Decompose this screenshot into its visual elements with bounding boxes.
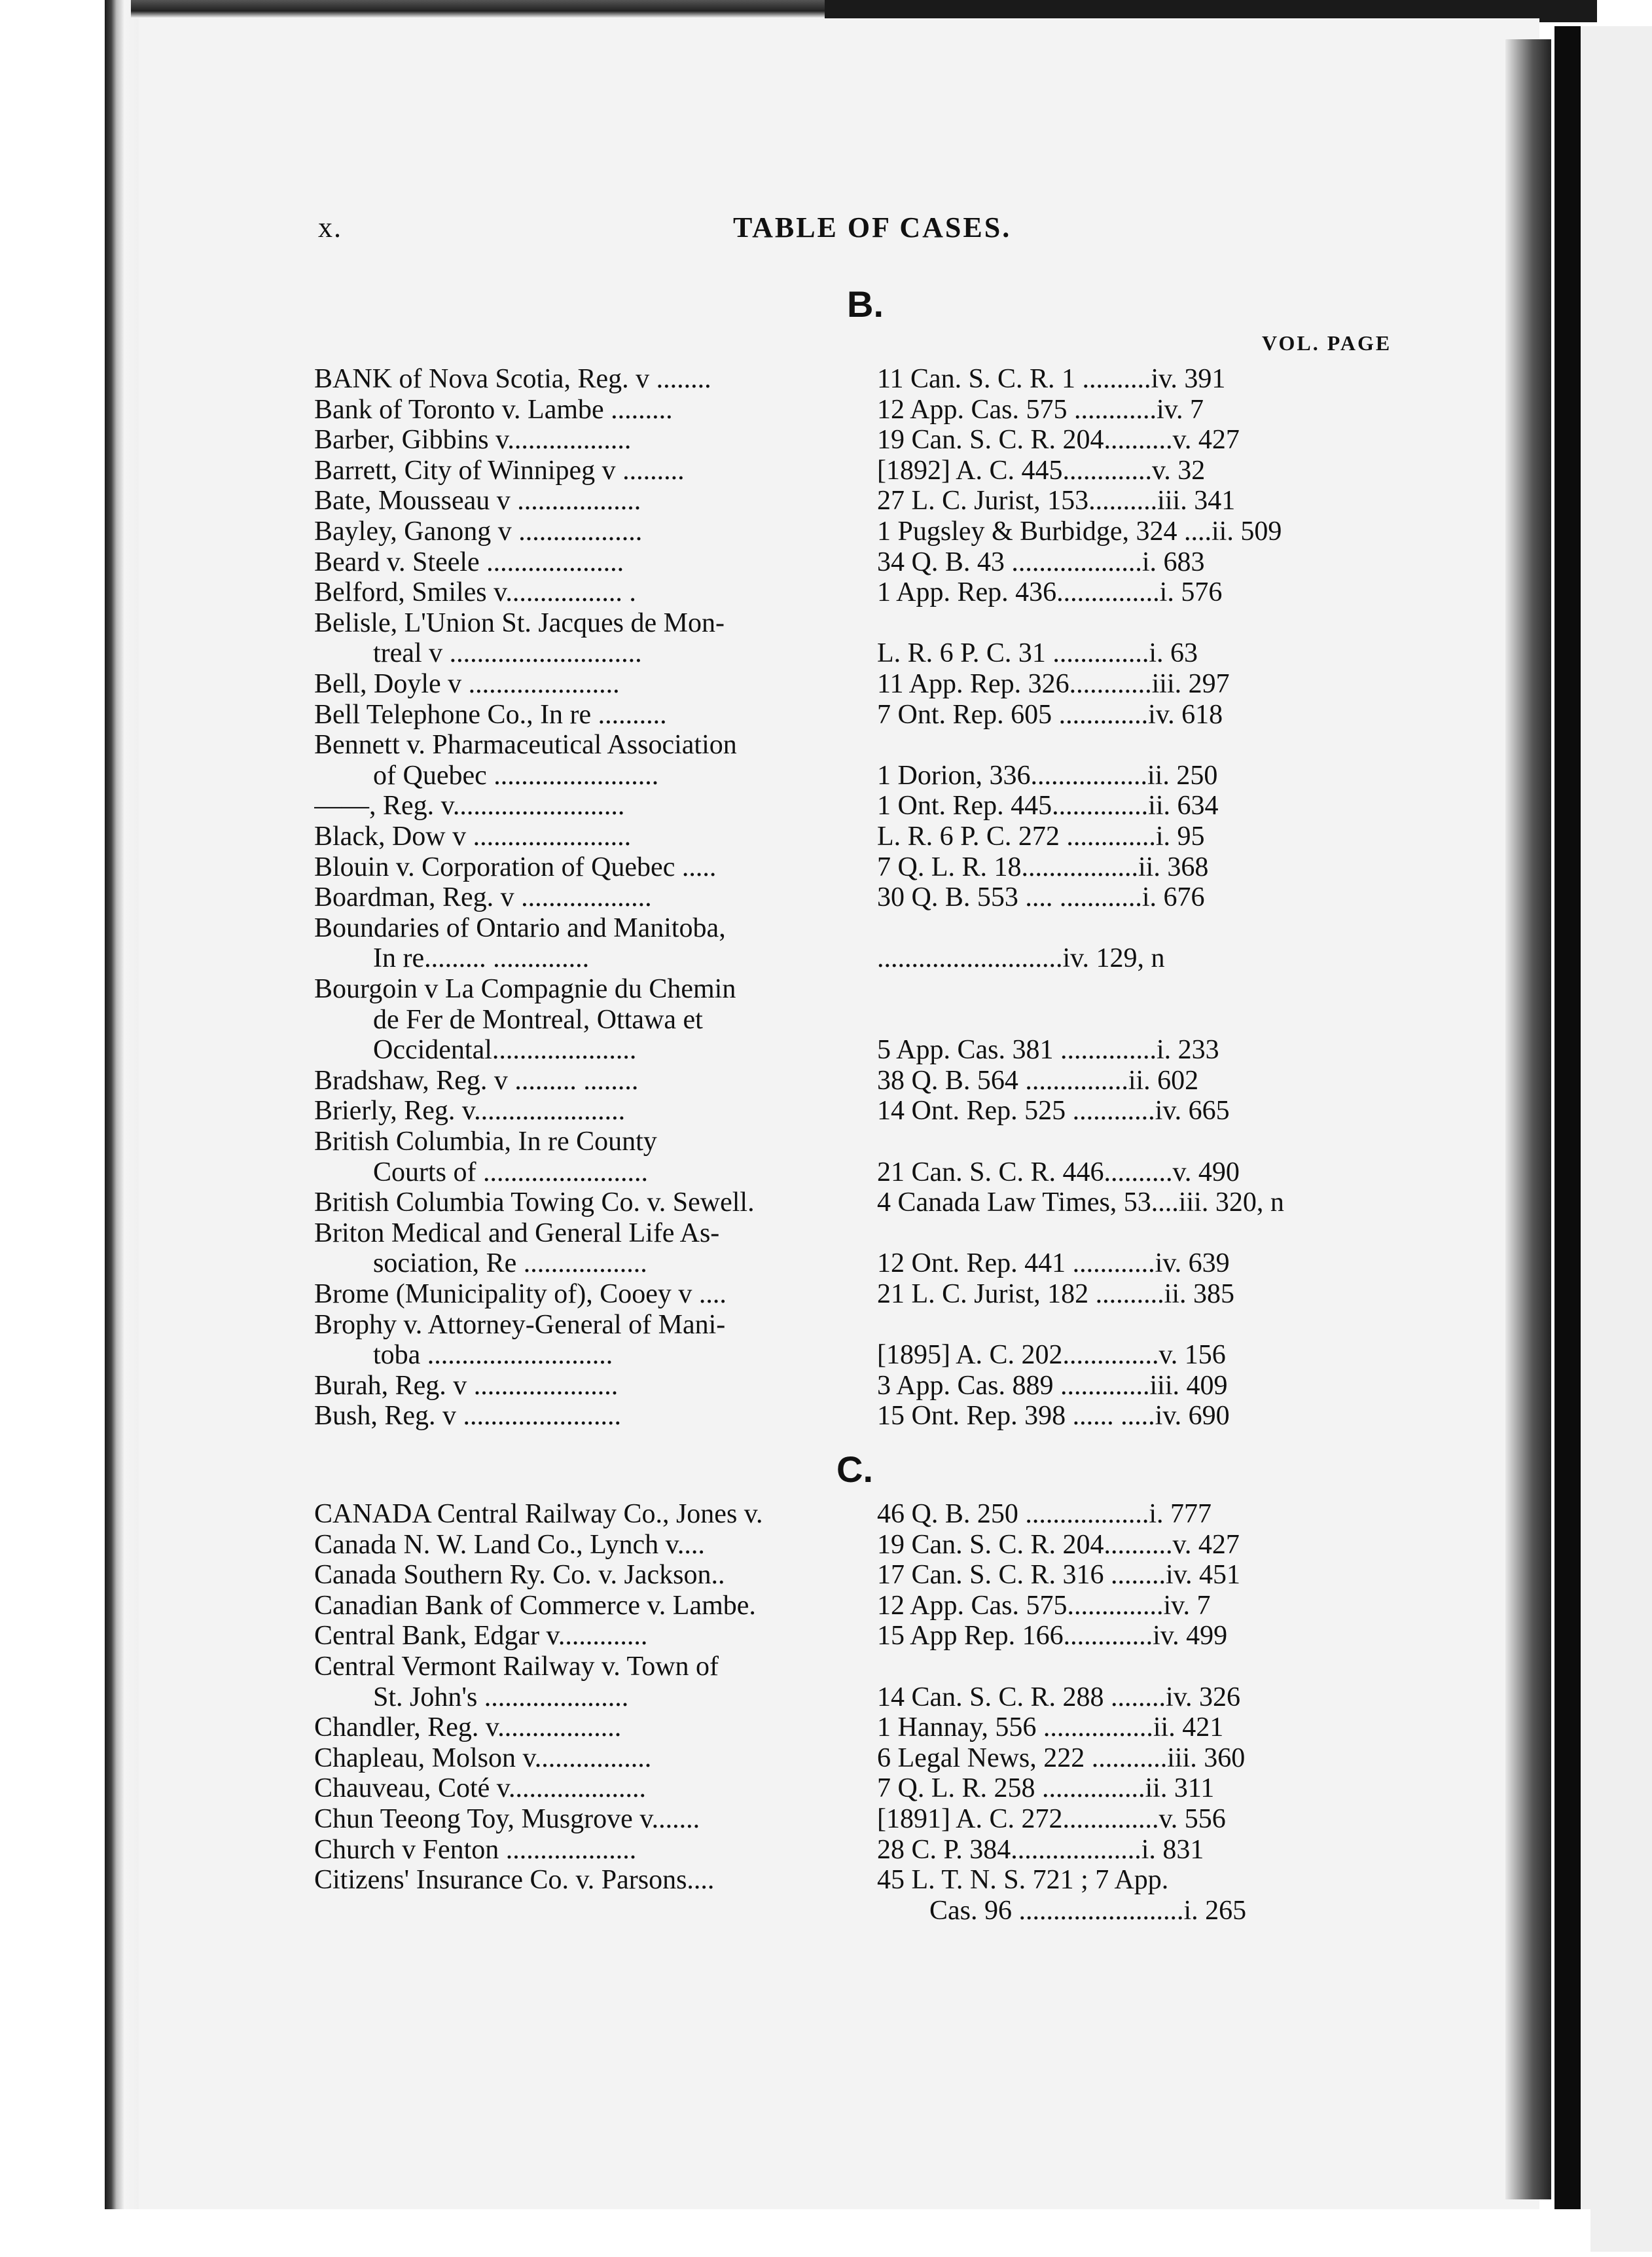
case-citation: 30 Q. B. 553 .... ............i. 676 [877,882,1205,913]
case-name: Canada N. W. Land Co., Lynch v.... [314,1529,705,1560]
case-citation: 11 Can. S. C. R. 1 ..........iv. 391 [877,364,1226,394]
case-name: Central Vermont Railway v. Town of [314,1652,719,1682]
case-name: CANADA Central Railway Co., Jones v. [314,1499,763,1529]
case-citation: 11 App. Rep. 326............iii. 297 [877,669,1230,699]
case-citation: 21 Can. S. C. R. 446..........v. 490 [877,1157,1240,1187]
case-citation: 12 Ont. Rep. 441 ............iv. 639 [877,1248,1230,1279]
case-name: Bell Telephone Co., In re .......... [314,699,667,730]
case-name: Bourgoin v La Compagnie du Chemin [314,974,736,1004]
case-name: BANK of Nova Scotia, Reg. v ........ [314,364,711,394]
case-name: Brierly, Reg. v...................... [314,1096,626,1127]
case-name: Barber, Gibbins v.................. [314,425,632,456]
case-name: Barrett, City of Winnipeg v ......... [314,455,685,486]
case-name: Bayley, Ganong v .................. [314,516,643,547]
case-name: Chauveau, Coté v.................... [314,1773,647,1804]
case-citation: 1 Dorion, 336.................ii. 250 [877,760,1218,791]
case-name: Bradshaw, Reg. v ......... ........ [314,1065,639,1096]
case-name: Church v Fenton ................... [314,1834,637,1865]
case-name: Bell, Doyle v ...................... [314,669,620,699]
case-name: Occidental..................... [373,1035,637,1066]
case-name: St. John's ..................... [373,1682,629,1712]
case-citation: 21 L. C. Jurist, 182 ..........ii. 385 [877,1279,1235,1309]
case-citation: 19 Can. S. C. R. 204..........v. 427 [877,425,1240,456]
case-name: In re......... .............. [373,943,590,974]
case-citation: 17 Can. S. C. R. 316 ........iv. 451 [877,1560,1240,1591]
case-name: Bush, Reg. v ....................... [314,1401,622,1432]
case-name: Bank of Toronto v. Lambe ......... [314,394,673,425]
case-name: of Quebec ........................ [373,760,659,791]
case-citation: 14 Can. S. C. R. 288 ........iv. 326 [877,1682,1240,1712]
case-name: Boardman, Reg. v ................... [314,882,652,913]
case-citation: [1891] A. C. 272..............v. 556 [877,1804,1226,1834]
case-citation: 15 Ont. Rep. 398 ...... .....iv. 690 [877,1401,1230,1432]
page-title: TABLE OF CASES. [733,211,1012,244]
case-citation: 14 Ont. Rep. 525 ............iv. 665 [877,1096,1230,1127]
case-citation: 6 Legal News, 222 ...........iii. 360 [877,1742,1246,1773]
case-citation: 38 Q. B. 564 ...............ii. 602 [877,1065,1199,1096]
adjacent-page [1581,26,1652,2252]
case-citation: 1 Hannay, 556 ................ii. 421 [877,1712,1224,1743]
case-name: Burah, Reg. v ..................... [314,1370,619,1401]
case-name: British Columbia, In re County [314,1127,657,1157]
case-name: Beard v. Steele .................... [314,547,624,577]
case-citation: 4 Canada Law Times, 53....iii. 320, n [877,1187,1284,1218]
case-citation: 12 App. Cas. 575..............iv. 7 [877,1590,1211,1621]
case-citation: 7 Q. L. R. 18.................ii. 368 [877,852,1209,882]
case-citation: 1 Pugsley & Burbidge, 324 ....ii. 509 [877,516,1282,547]
case-name: Belisle, L'Union St. Jacques de Mon- [314,607,725,638]
case-name: Courts of ........................ [373,1157,648,1187]
case-citation: 34 Q. B. 43 ...................i. 683 [877,547,1205,577]
case-name: de Fer de Montreal, Ottawa et [373,1004,703,1035]
column-header: VOL. PAGE [1262,331,1392,355]
case-name: sociation, Re .................. [373,1248,647,1279]
case-citation: 19 Can. S. C. R. 204..........v. 427 [877,1529,1240,1560]
case-citation: ...........................iv. 129, n [877,943,1165,974]
case-name: Chun Teeong Toy, Musgrove v....... [314,1804,700,1834]
case-name: Bate, Mousseau v .................. [314,486,641,516]
page-number: x. [318,211,342,244]
case-name: Brophy v. Attorney-General of Mani- [314,1309,726,1340]
case-citation: 3 App. Cas. 889 .............iii. 409 [877,1370,1228,1401]
case-name: Canada Southern Ry. Co. v. Jackson.. [314,1560,725,1591]
case-citation: 7 Ont. Rep. 605 .............iv. 618 [877,699,1223,730]
case-citation: 5 App. Cas. 381 ..............i. 233 [877,1035,1219,1066]
page-shadow [1505,39,1551,2199]
case-citation: 1 App. Rep. 436...............i. 576 [877,577,1223,608]
case-name: Bennett v. Pharmaceutical Association [314,730,737,761]
case-citation: 45 L. T. N. S. 721 ; 7 App. [877,1865,1169,1896]
case-name: Central Bank, Edgar v............. [314,1621,648,1652]
case-citation: 12 App. Cas. 575 ............iv. 7 [877,394,1204,425]
case-name: Chandler, Reg. v.................. [314,1712,622,1743]
section-b-letter: B. [847,283,884,325]
case-citation: 28 C. P. 384...................i. 831 [877,1834,1204,1865]
case-name: treal v ............................ [373,638,642,669]
case-name: Citizens' Insurance Co. v. Parsons.... [314,1865,715,1896]
case-name: Briton Medical and General Life As- [314,1218,720,1248]
section-c-letter: C. [836,1449,873,1490]
case-name: toba ........................... [373,1340,613,1371]
case-citation: 27 L. C. Jurist, 153..........iii. 341 [877,486,1236,516]
scan-right-bar [1554,26,1581,2252]
case-citation: 46 Q. B. 250 ..................i. 777 [877,1499,1212,1529]
case-name: Boundaries of Ontario and Manitoba, [314,912,726,943]
case-citation: 1 Ont. Rep. 445..............ii. 634 [877,791,1219,822]
case-name: Black, Dow v ....................... [314,822,632,852]
case-name: Chapleau, Molson v................. [314,1742,652,1773]
case-name: British Columbia Towing Co. v. Sewell. [314,1187,755,1218]
case-citation: [1895] A. C. 202..............v. 156 [877,1340,1226,1371]
case-name: ——, Reg. v......................... [314,791,625,822]
scan-bottom-edge [85,2209,1590,2257]
case-citation: L. R. 6 P. C. 272 .............i. 95 [877,822,1205,852]
case-citation: L. R. 6 P. C. 31 ..............i. 63 [877,638,1198,669]
case-name: Blouin v. Corporation of Quebec ..... [314,852,717,882]
case-citation: 15 App Rep. 166.............iv. 499 [877,1621,1228,1652]
scan-left-edge [85,0,139,2257]
case-citation: Cas. 96 ........................i. 265 [929,1895,1247,1926]
case-citation: [1892] A. C. 445.............v. 32 [877,455,1206,486]
case-citation: 7 Q. L. R. 258 ...............ii. 311 [877,1773,1215,1804]
case-name: Canadian Bank of Commerce v. Lambe. [314,1590,756,1621]
case-name: Brome (Municipality of), Cooey v .... [314,1279,727,1309]
case-name: Belford, Smiles v................. . [314,577,636,608]
